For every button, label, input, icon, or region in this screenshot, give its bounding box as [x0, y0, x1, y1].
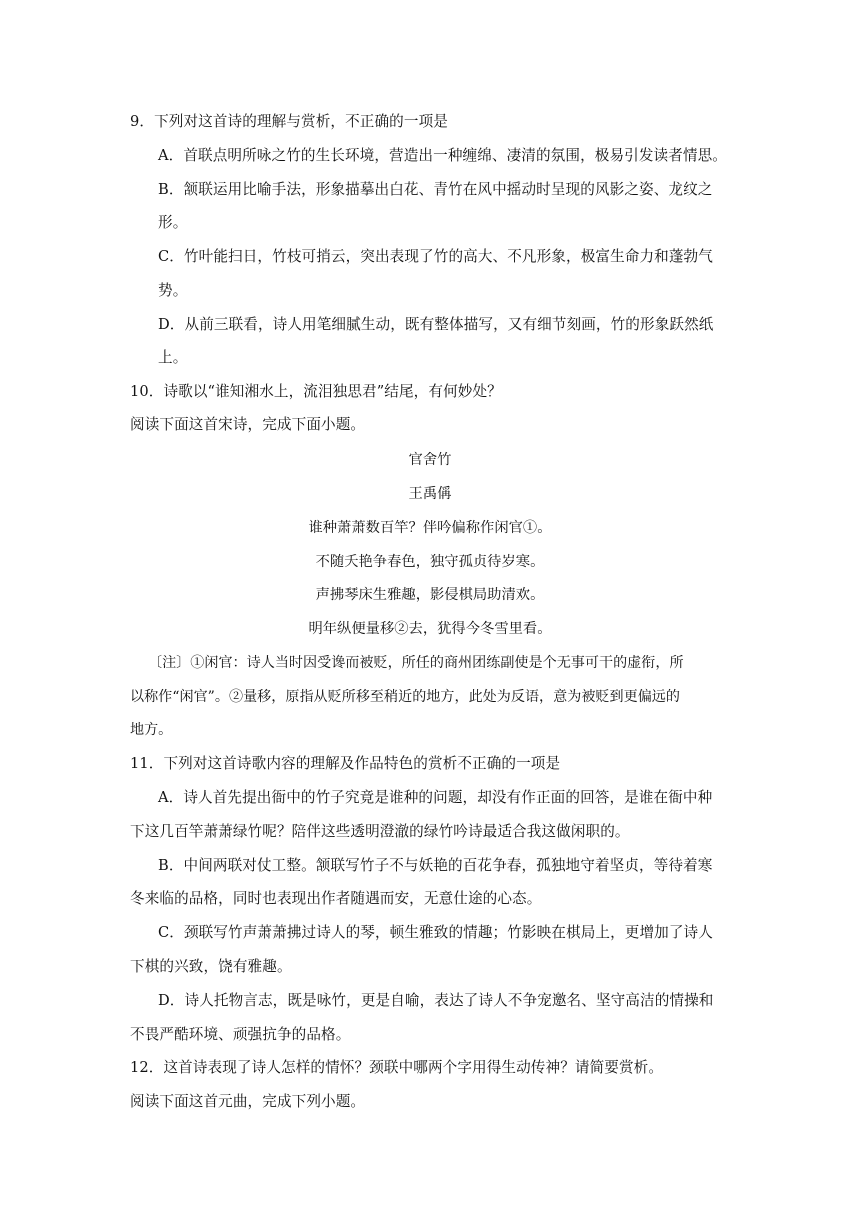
- question-11-option-a-continued: 下这几百竿萧萧绿竹呢？陪伴这些透明澄澈的绿竹吟诗最适合我这做闲职的。: [130, 823, 630, 840]
- poem-title: 官舍竹: [408, 452, 452, 468]
- question-9-option-c-continued: 势。: [158, 282, 188, 299]
- question-11-option-d: D．诗人托物言志，既是咏竹，更是自喻，表达了诗人不争宠邀名、坚守高洁的情操和: [158, 992, 714, 1009]
- poem-line: 声拂琴床生雅趣，影侵棋局助清欢。: [315, 587, 545, 603]
- reading-instruction-yuan-qu: 阅读下面这首元曲，完成下列小题。: [130, 1093, 366, 1110]
- question-9-option-b-continued: 形。: [158, 214, 188, 231]
- question-11-option-b: B．中间两联对仗工整。颔联写竹子不与妖艳的百花争春，孤独地守着坚贞，等待着寒: [158, 857, 713, 874]
- question-11-option-d-continued: 不畏严酷环境、顽强抗争的品格。: [130, 1026, 351, 1043]
- question-9-option-b: B．颔联运用比喻手法，形象描摹出白花、青竹在风中摇动时呈现的风影之姿、龙纹之: [158, 181, 713, 198]
- question-9-option-c: C．竹叶能扫日，竹枝可捎云，突出表现了竹的高大、不凡形象，极富生命力和蓬勃气: [158, 248, 713, 265]
- question-9-option-d: D．从前三联看，诗人用笔细腻生动，既有整体描写，又有细节刻画，竹的形象跃然纸: [158, 316, 714, 333]
- poem-line: 谁种萧萧数百竿？伴吟偏称作闲官①。: [308, 520, 552, 536]
- question-11-stem: 11．下列对这首诗歌内容的理解及作品特色的赏析不正确的一项是: [130, 755, 561, 772]
- question-11-option-c-continued: 下棋的兴致，饶有雅趣。: [130, 958, 292, 975]
- poem-line: 不随夭艳争春色，独守孤贞待岁寒。: [315, 554, 545, 570]
- question-11-option-b-continued: 冬来临的品格，同时也表现出作者随遇而安，无意仕途的心态。: [130, 890, 542, 907]
- poem-note-continued: 以称作“闲官”。②量移，原指从贬所移至稍近的地方，此处为反语，意为被贬到更偏远的: [130, 689, 680, 705]
- question-9-stem: 9．下列对这首诗的理解与赏析，不正确的一项是: [130, 113, 448, 130]
- poem-note: 〔注〕①闲官：诗人当时因受谗而被贬，所任的商州团练副使是个无事可干的虚衔，所: [148, 655, 684, 671]
- question-9-option-a: A．首联点明所咏之竹的生长环境，营造出一种缠绵、凄清的氛围，极易引发读者情思。: [158, 147, 728, 164]
- poem-author: 王禹偁: [408, 486, 452, 502]
- question-9-option-d-continued: 上。: [158, 349, 188, 366]
- poem-note-continued: 地方。: [130, 722, 173, 738]
- question-12-stem: 12．这首诗表现了诗人怎样的情怀？颈联中哪两个字用得生动传神？请简要赏析。: [130, 1059, 664, 1076]
- reading-instruction-song-poem: 阅读下面这首宋诗，完成下面小题。: [130, 416, 366, 433]
- question-11-option-c: C．颈联写竹声萧萧拂过诗人的琴，顿生雅致的情趣；竹影映在棋局上，更增加了诗人: [158, 924, 713, 941]
- question-10-stem: 10．诗歌以“谁知湘水上，流泪独思君”结尾，有何妙处？: [130, 383, 502, 400]
- question-11-option-a: A．诗人首先提出衙中的竹子究竟是谁种的问题，却没有作正面的回答，是谁在衙中种: [158, 789, 713, 806]
- poem-line: 明年纵便量移②去，犹得今冬雪里看。: [308, 621, 552, 637]
